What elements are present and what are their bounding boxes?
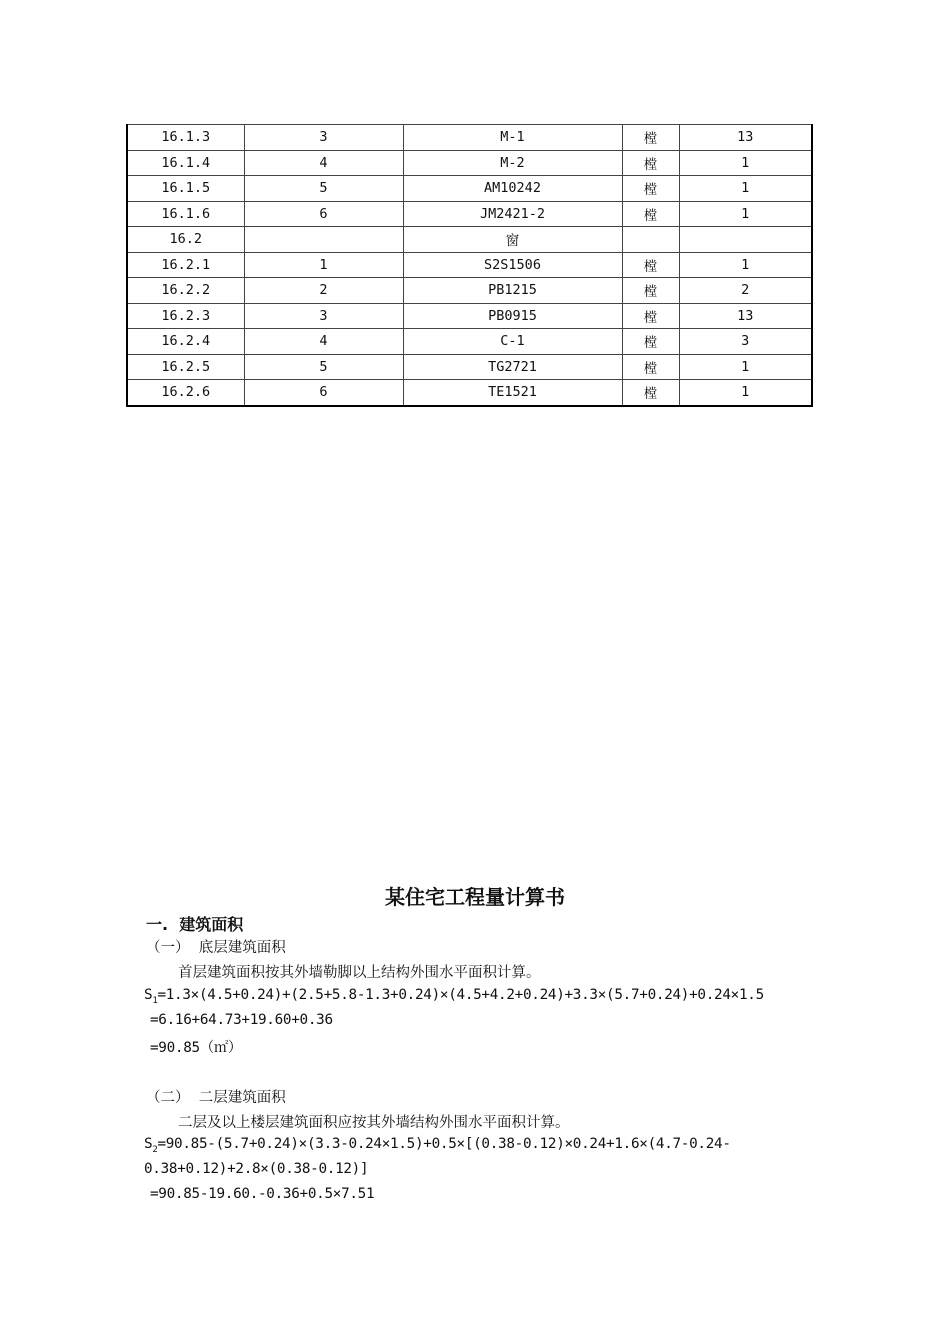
cell-sequence: 5 — [244, 354, 403, 380]
cell-code: PB1215 — [403, 278, 622, 304]
cell-unit: 樘 — [622, 252, 679, 278]
cell-code: TE1521 — [403, 380, 622, 406]
cell-quantity: 2 — [679, 278, 812, 304]
cell-unit: 樘 — [622, 329, 679, 355]
cell-sequence: 3 — [244, 303, 403, 329]
cell-quantity: 1 — [679, 201, 812, 227]
section-heading-building-area: 一. 建筑面积 — [146, 915, 244, 934]
cell-code: JM2421-2 — [403, 201, 622, 227]
subheading-second-floor: （二） 二层建筑面积 — [146, 1090, 286, 1106]
s2-symbol: S — [144, 1136, 153, 1152]
subheading-ground-floor: （一） 底层建筑面积 — [146, 940, 286, 956]
table-row — [127, 354, 812, 380]
table-row — [127, 125, 812, 151]
ground-floor-description: 首层建筑面积按其外墙勒脚以上结构外围水平面积计算。 — [178, 965, 541, 981]
table-row — [127, 278, 812, 304]
cell-item-number: 16.2 — [127, 227, 244, 253]
table-row — [127, 303, 812, 329]
table-row — [127, 150, 812, 176]
cell-unit: 樘 — [622, 303, 679, 329]
cell-code: M-1 — [403, 125, 622, 151]
cell-code: PB0915 — [403, 303, 622, 329]
cell-unit: 樘 — [622, 278, 679, 304]
s1-index: 1 — [152, 995, 158, 1006]
cell-quantity: 1 — [679, 252, 812, 278]
cell-code: AM10242 — [403, 176, 622, 202]
cell-item-number: 16.1.4 — [127, 150, 244, 176]
cell-code: 窗 — [403, 227, 622, 253]
door-window-table — [126, 124, 813, 407]
cell-quantity: 13 — [679, 303, 812, 329]
cell-item-number: 16.2.5 — [127, 354, 244, 380]
s2-formula — [144, 1136, 731, 1155]
cell-sequence: 6 — [244, 201, 403, 227]
cell-item-number: 16.1.5 — [127, 176, 244, 202]
cell-sequence: 2 — [244, 278, 403, 304]
cell-sequence: 4 — [244, 329, 403, 355]
cell-code: C-1 — [403, 329, 622, 355]
cell-sequence: 1 — [244, 252, 403, 278]
table-row — [127, 227, 812, 253]
cell-quantity: 1 — [679, 380, 812, 406]
cell-quantity — [679, 227, 812, 253]
cell-item-number: 16.2.2 — [127, 278, 244, 304]
s2-formula-continued: 0.38+0.12)+2.8×(0.38-0.12)] — [144, 1161, 369, 1177]
cell-code: M-2 — [403, 150, 622, 176]
door-window-table-wrap — [126, 124, 813, 407]
s2-result-line: =90.85-19.60.-0.36+0.5×7.51 — [150, 1186, 375, 1202]
cell-quantity: 13 — [679, 125, 812, 151]
cell-item-number: 16.2.6 — [127, 380, 244, 406]
table-row — [127, 252, 812, 278]
s1-result-line-3: =90.85（㎡） — [150, 1040, 242, 1056]
cell-unit: 樘 — [622, 125, 679, 151]
cell-item-number: 16.2.4 — [127, 329, 244, 355]
table-row — [127, 201, 812, 227]
table-row — [127, 329, 812, 355]
cell-sequence — [244, 227, 403, 253]
cell-unit: 樘 — [622, 380, 679, 406]
cell-code: S2S1506 — [403, 252, 622, 278]
cell-sequence: 4 — [244, 150, 403, 176]
cell-quantity: 1 — [679, 150, 812, 176]
cell-sequence: 6 — [244, 380, 403, 406]
cell-sequence: 3 — [244, 125, 403, 151]
s1-formula — [144, 987, 764, 1006]
table-row — [127, 176, 812, 202]
s2-expression: =90.85-(5.7+0.24)×(3.3-0.24×1.5)+0.5×[(0.38-0.12)×0.24+1.6×(4.7-0.24- — [157, 1136, 731, 1152]
cell-quantity: 1 — [679, 176, 812, 202]
cell-item-number: 16.1.3 — [127, 125, 244, 151]
cell-unit — [622, 227, 679, 253]
cell-unit: 樘 — [622, 176, 679, 202]
second-floor-description: 二层及以上楼层建筑面积应按其外墙结构外围水平面积计算。 — [178, 1115, 570, 1131]
cell-item-number: 16.1.6 — [127, 201, 244, 227]
document-title: 某住宅工程量计算书 — [385, 885, 565, 909]
cell-quantity: 3 — [679, 329, 812, 355]
cell-quantity: 1 — [679, 354, 812, 380]
s1-symbol: S — [144, 987, 153, 1003]
table-row — [127, 380, 812, 406]
cell-item-number: 16.2.1 — [127, 252, 244, 278]
cell-code: TG2721 — [403, 354, 622, 380]
cell-sequence: 5 — [244, 176, 403, 202]
s2-index: 2 — [152, 1144, 158, 1155]
cell-unit: 樘 — [622, 354, 679, 380]
s1-expression: =1.3×(4.5+0.24)+(2.5+5.8-1.3+0.24)×(4.5+4.2+0.24)+3.3×(5.7+0.24)+0.24×1.5 — [157, 987, 764, 1003]
cell-unit: 樘 — [622, 201, 679, 227]
cell-unit: 樘 — [622, 150, 679, 176]
cell-item-number: 16.2.3 — [127, 303, 244, 329]
s1-result-line-2: =6.16+64.73+19.60+0.36 — [150, 1012, 333, 1028]
